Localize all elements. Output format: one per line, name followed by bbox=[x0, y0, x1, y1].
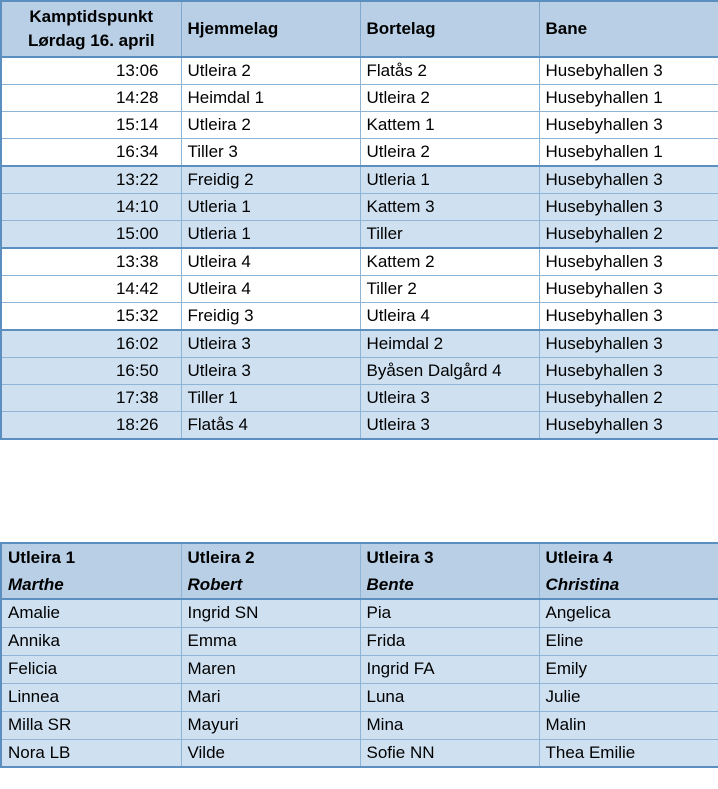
home-team: Flatås 4 bbox=[181, 412, 360, 440]
home-team: Utleira 4 bbox=[181, 276, 360, 303]
table-row bbox=[1, 221, 718, 249]
player-name: Pia bbox=[360, 599, 539, 627]
away-team: Utleira 4 bbox=[360, 303, 539, 331]
team-name: Utleira 1 bbox=[1, 543, 181, 571]
away-team: Kattem 2 bbox=[360, 248, 539, 276]
match-time: 15:00 bbox=[1, 221, 181, 249]
venue: Husebyhallen 3 bbox=[539, 248, 718, 276]
player-name: Luna bbox=[360, 683, 539, 711]
match-time: 16:34 bbox=[1, 139, 181, 167]
schedule-header bbox=[1, 1, 718, 57]
table-row bbox=[1, 276, 718, 303]
player-name: Ingrid FA bbox=[360, 655, 539, 683]
player-name: Ingrid SN bbox=[181, 599, 360, 627]
home-team: Utleira 2 bbox=[181, 57, 360, 85]
roster-row bbox=[1, 683, 718, 711]
match-time: 16:02 bbox=[1, 330, 181, 358]
match-time: 13:38 bbox=[1, 248, 181, 276]
player-name: Eline bbox=[539, 627, 718, 655]
player-name: Vilde bbox=[181, 739, 360, 767]
away-team: Kattem 3 bbox=[360, 194, 539, 221]
venue: Husebyhallen 1 bbox=[539, 85, 718, 112]
player-name: Julie bbox=[539, 683, 718, 711]
table-row bbox=[1, 194, 718, 221]
team-coach: Marthe bbox=[1, 571, 181, 599]
venue: Husebyhallen 3 bbox=[539, 303, 718, 331]
away-team: Tiller bbox=[360, 221, 539, 249]
table-row bbox=[1, 248, 718, 276]
home-team: Utleira 2 bbox=[181, 112, 360, 139]
away-team: Flatås 2 bbox=[360, 57, 539, 85]
match-time: 15:14 bbox=[1, 112, 181, 139]
player-name: Emma bbox=[181, 627, 360, 655]
home-team: Freidig 3 bbox=[181, 303, 360, 331]
team-name: Utleira 4 bbox=[539, 543, 718, 571]
match-time: 14:42 bbox=[1, 276, 181, 303]
venue: Husebyhallen 2 bbox=[539, 385, 718, 412]
column-header-venue: Bane bbox=[539, 1, 718, 57]
column-header-time-line2: Lørdag 16. april bbox=[27, 31, 155, 50]
roster-row bbox=[1, 739, 718, 767]
player-name: Frida bbox=[360, 627, 539, 655]
table-row bbox=[1, 57, 718, 85]
player-name: Emily bbox=[539, 655, 718, 683]
table-row bbox=[1, 166, 718, 194]
schedule-body bbox=[1, 57, 718, 439]
home-team: Utleria 1 bbox=[181, 194, 360, 221]
player-name: Nora LB bbox=[1, 739, 181, 767]
table-row bbox=[1, 303, 718, 331]
team-coach: Christina bbox=[539, 571, 718, 599]
match-time: 13:06 bbox=[1, 57, 181, 85]
table-row bbox=[1, 385, 718, 412]
home-team: Utleria 1 bbox=[181, 221, 360, 249]
away-team: Utleira 3 bbox=[360, 412, 539, 440]
player-name: Amalie bbox=[1, 599, 181, 627]
table-row bbox=[1, 139, 718, 167]
away-team: Kattem 1 bbox=[360, 112, 539, 139]
player-name: Mari bbox=[181, 683, 360, 711]
home-team: Freidig 2 bbox=[181, 166, 360, 194]
match-time: 17:38 bbox=[1, 385, 181, 412]
player-name: Felicia bbox=[1, 655, 181, 683]
match-time: 18:26 bbox=[1, 412, 181, 440]
home-team: Tiller 1 bbox=[181, 385, 360, 412]
player-name: Mina bbox=[360, 711, 539, 739]
column-header-home: Hjemmelag bbox=[181, 1, 360, 57]
player-name: Linnea bbox=[1, 683, 181, 711]
match-time: 15:32 bbox=[1, 303, 181, 331]
column-header-time-line1: Kamptidspunkt bbox=[29, 7, 154, 26]
home-team: Utleira 4 bbox=[181, 248, 360, 276]
player-name: Annika bbox=[1, 627, 181, 655]
home-team: Utleira 3 bbox=[181, 330, 360, 358]
roster-row bbox=[1, 711, 718, 739]
player-name: Milla SR bbox=[1, 711, 181, 739]
away-team: Utleira 2 bbox=[360, 85, 539, 112]
team-name: Utleira 2 bbox=[181, 543, 360, 571]
player-name: Malin bbox=[539, 711, 718, 739]
column-header-time bbox=[1, 1, 181, 57]
roster-row bbox=[1, 599, 718, 627]
team-roster-table bbox=[0, 542, 718, 768]
player-name: Mayuri bbox=[181, 711, 360, 739]
match-time: 16:50 bbox=[1, 358, 181, 385]
table-row bbox=[1, 412, 718, 440]
venue: Husebyhallen 1 bbox=[539, 139, 718, 167]
away-team: Byåsen Dalgård 4 bbox=[360, 358, 539, 385]
venue: Husebyhallen 3 bbox=[539, 412, 718, 440]
team-roster-body bbox=[1, 599, 718, 767]
roster-row bbox=[1, 655, 718, 683]
away-team: Utleria 1 bbox=[360, 166, 539, 194]
away-team: Utleira 3 bbox=[360, 385, 539, 412]
player-name: Maren bbox=[181, 655, 360, 683]
table-row bbox=[1, 112, 718, 139]
player-name: Thea Emilie bbox=[539, 739, 718, 767]
venue: Husebyhallen 2 bbox=[539, 221, 718, 249]
match-time: 13:22 bbox=[1, 166, 181, 194]
match-time: 14:10 bbox=[1, 194, 181, 221]
venue: Husebyhallen 3 bbox=[539, 276, 718, 303]
player-name: Sofie NN bbox=[360, 739, 539, 767]
away-team: Heimdal 2 bbox=[360, 330, 539, 358]
match-time: 14:28 bbox=[1, 85, 181, 112]
venue: Husebyhallen 3 bbox=[539, 358, 718, 385]
team-name-row bbox=[1, 543, 718, 571]
column-header-away: Bortelag bbox=[360, 1, 539, 57]
venue: Husebyhallen 3 bbox=[539, 57, 718, 85]
table-row bbox=[1, 85, 718, 112]
team-coach-row bbox=[1, 571, 718, 599]
venue: Husebyhallen 3 bbox=[539, 194, 718, 221]
venue: Husebyhallen 3 bbox=[539, 112, 718, 139]
roster-row bbox=[1, 627, 718, 655]
home-team: Tiller 3 bbox=[181, 139, 360, 167]
table-row bbox=[1, 330, 718, 358]
team-name: Utleira 3 bbox=[360, 543, 539, 571]
team-coach: Bente bbox=[360, 571, 539, 599]
home-team: Heimdal 1 bbox=[181, 85, 360, 112]
team-coach: Robert bbox=[181, 571, 360, 599]
venue: Husebyhallen 3 bbox=[539, 166, 718, 194]
team-roster-header bbox=[1, 543, 718, 599]
away-team: Tiller 2 bbox=[360, 276, 539, 303]
table-row bbox=[1, 358, 718, 385]
home-team: Utleira 3 bbox=[181, 358, 360, 385]
venue: Husebyhallen 3 bbox=[539, 330, 718, 358]
away-team: Utleira 2 bbox=[360, 139, 539, 167]
schedule-header-row bbox=[1, 1, 718, 57]
player-name: Angelica bbox=[539, 599, 718, 627]
